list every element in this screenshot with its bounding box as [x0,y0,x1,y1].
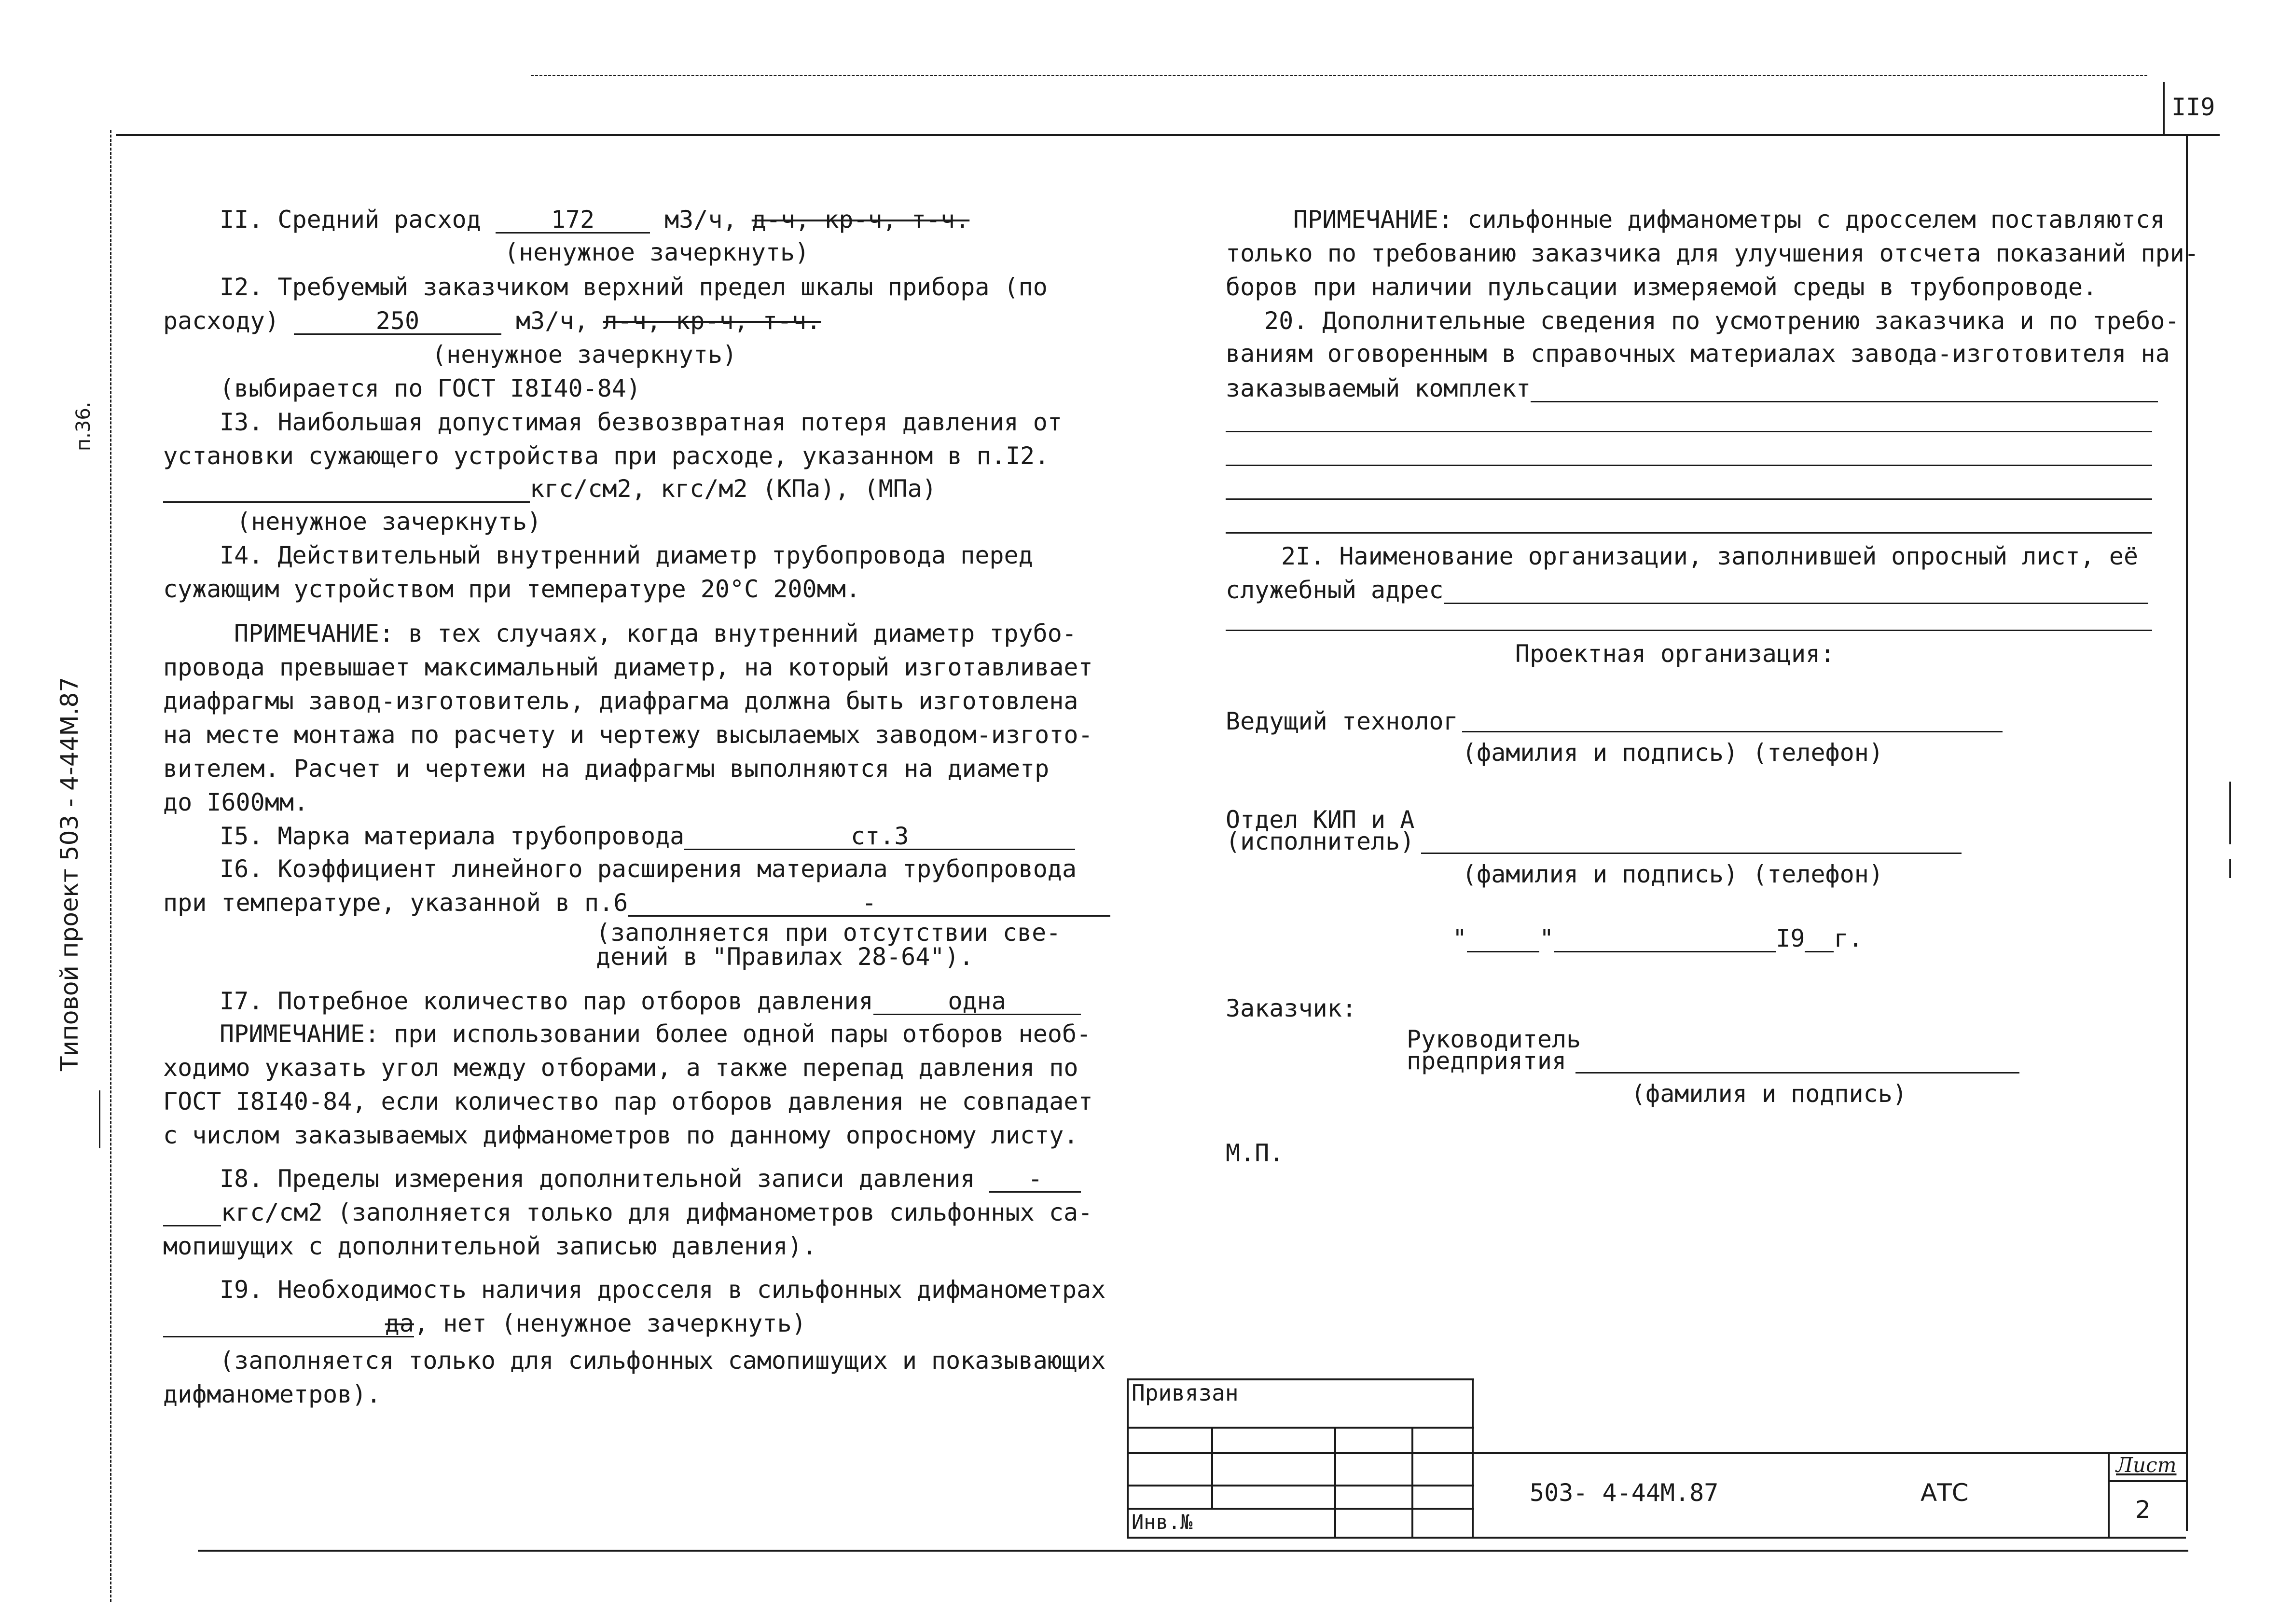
note14-line3: диафрагмы завод-изготовитель, диафрагма должна быть изготовлена [163,687,1078,715]
stamp-main-top [1474,1452,2186,1454]
p13-note: (ненужное зачеркнуть) [236,508,542,536]
p17-line [220,987,1081,1016]
stamp-col0 [1127,1378,1129,1538]
note14-line1: ПРИМЕЧАНИЕ: в тех случаях, когда внутренний диаметр трубо- [234,619,1077,647]
p21-blank-line [1226,630,2152,631]
date-day [1467,926,1539,952]
head-label: Руководитель [1407,1025,1581,1053]
p15-value: ст.3 [684,824,1075,850]
p15-label: I5. Марка материала трубопровода [220,822,685,850]
p20-blank-line-2 [1226,465,2152,466]
stamp-sheet-mid [2108,1480,2186,1482]
p20-blank-line-4 [1226,532,2152,534]
p12-value: 250 [294,308,501,335]
p19-rest: , нет (ненужное зачеркнуть) [414,1309,806,1337]
p19-blank [163,1311,414,1337]
stamp-col3 [1411,1427,1413,1538]
lead-tech-sign-line [1462,731,2003,732]
p20-blank-line-3 [1226,498,2152,500]
p11-value: 172 [496,207,650,234]
p17-value: одна [873,989,1081,1015]
p14-line2: сужающим устройством при температуре 20°С 200мм. [163,575,860,603]
stamp-doc-code: 503- 4-44М.87 [1530,1479,1719,1507]
frame-top [116,134,2220,136]
stamp-sheet-number: 2 [2135,1496,2151,1524]
top-dashed-line [531,75,2147,76]
note14-line2: провода превышает максимальный диаметр, на который изготавливает [163,653,1093,681]
kip-sign-line [1421,853,1962,854]
p19-struck: да [385,1309,414,1337]
p19-line4: дифманометров). [163,1380,381,1408]
p12-line1: I2. Требуемый заказчиком верхний предел шкалы прибора (по [220,273,1048,301]
head-sign-line [1575,1072,2019,1073]
lead-tech-hint: (фамилия и подпись) (телефон) [1462,739,1883,767]
p16-value: - [628,890,1110,917]
kip-dept-label: Отдел КИП и А [1226,806,1415,834]
p11-label: II. Средний расход [220,206,481,234]
note17-line2: ходимо указать угол между отборами, а также перепад давления по [163,1054,1078,1082]
note14-line6: до I600мм. [163,788,309,816]
stamp-bottom [1127,1537,2186,1539]
p18-blank [163,1200,221,1226]
p20-fill-line [1531,376,2158,402]
p18-label: I8. Пределы измерения дополнительной записи давления [220,1165,975,1193]
date-year: I9 [1776,924,1805,952]
p21-line1: 2I. Наименование организации, заполнившей опросный лист, её [1281,542,2139,570]
head-hint: (фамилия и подпись) [1631,1080,1907,1108]
side-project-label: Типовой проект 503 - 4-44М.87 [55,676,83,1071]
p11-note: (ненужное зачеркнуть) [504,238,810,266]
p14-line1: I4. Действительный внутренний диаметр трубопровода перед [220,541,1033,569]
frame-bottom [198,1550,2188,1552]
frame-left [110,130,111,1602]
p16-line1: I6. Коэффициент линейного расширения материала трубопровода [220,855,1077,883]
note17-line3: ГОСТ I8I40-84, если количество пар отборов давления не совпадает [163,1087,1093,1115]
p12-note2: (выбирается по ГОСТ I8I40-84) [220,374,641,402]
p18-line1 [220,1164,1081,1193]
stamp-bound: Привязан [1132,1380,1239,1406]
frame-right [2186,134,2188,1531]
p20-line1: 20. Дополнительные сведения по усмотрению заказчика и по требо- [1264,307,2180,335]
p18-value: - [989,1166,1081,1193]
kip-dept-sub: (исполнитель) [1226,827,1415,855]
p19-line3: (заполняется только для сильфонных самопишущих и показывающих [220,1347,1106,1375]
p18-line2 [163,1198,1092,1227]
seal-label: М.П. [1226,1139,1284,1167]
p20-line3 [1226,374,2158,403]
date-year-blank [1805,926,1834,952]
stamp-row4 [1127,1508,1474,1510]
p11-units-struck: д-ч, кр-ч, т-ч. [751,206,970,234]
note17-line4: с числом заказываемых дифманометров по данному опросному листу. [163,1121,1078,1149]
p21-line2-label: служебный адрес [1226,576,1444,604]
stamp-row1 [1127,1427,1474,1429]
stamp-sheet-label: Лист [2116,1453,2177,1477]
stamp-col1 [1211,1427,1213,1508]
p12-line2 [163,306,821,335]
org-title: Проектная организация: [1515,640,1835,668]
side-tick [99,1090,100,1148]
p16-note1: (заполняется при отсутствии све- [596,919,1061,947]
stamp-col-sheet [2108,1452,2110,1538]
p15-line [220,822,1075,851]
p20-last-label: заказываемый комплект [1226,374,1531,402]
p21-fill-line [1444,578,2148,604]
p20-line2: ваниям оговоренным в справочных материалах завода-изготовителя на [1226,340,2170,368]
edge-mark-1 [2229,782,2231,844]
p16-prefix: при температуре, указанной в п.6 [163,889,628,917]
stamp-inv: Инв.№ [1132,1510,1193,1534]
lead-tech-label: Ведущий технолог [1226,707,1458,735]
date-month [1554,926,1776,952]
p21-line2 [1226,576,2148,605]
p12-prefix: расходу) [163,307,279,335]
note17-line1: ПРИМЕЧАНИЕ: при использовании более одной пары отборов необ- [220,1020,1092,1048]
p12-units-kept: м3/ч, [516,307,589,335]
p16-line2 [163,888,1110,917]
sheet-number-box-left [2163,82,2165,135]
side-mark: п.36. [72,401,95,451]
p11-line [220,205,969,234]
p19-line2 [163,1309,806,1338]
date-line [1452,924,1863,953]
p13-line2: установки сужающего устройства при расходе, указанном в п.I2. [163,442,1050,470]
note14-line5: вителем. Расчет и чертежи на диафрагмы выполняются на диаметр [163,755,1050,783]
stamp-row2 [1127,1452,1474,1454]
p11-units-kept: м3/ч, [664,206,737,234]
p19-line1: I9. Необходимость наличия дросселя в сильфонных дифманометрах [220,1276,1106,1304]
stamp-col2 [1334,1427,1336,1538]
p12-note: (ненужное зачеркнуть) [432,341,737,369]
edge-mark-2 [2229,859,2231,878]
date-quote-close: " [1539,924,1554,952]
stamp-col4 [1472,1378,1474,1538]
stamp-section: АТС [1921,1479,1969,1507]
date-suffix: г. [1834,924,1863,952]
p12-units-struck: л-ч, кр-ч, т-ч. [603,307,821,335]
note19-line2: только по требованию заказчика для улучшения отсчета показаний при- [1226,239,2199,267]
kip-hint: (фамилия и подпись) (телефон) [1462,860,1883,888]
note19-line3: боров при наличии пульсации измеряемой среды в трубопроводе. [1226,273,2098,301]
date-quote-open: " [1452,924,1467,952]
p13-units: кгс/см2, кгс/м2 (КПа), (МПа) [530,475,937,503]
note14-line4: на месте монтажа по расчету и чертежу высылаемых заводом-изгото- [163,721,1093,749]
p20-blank-line-1 [1226,431,2152,432]
p18-line3: мопишущих с дополнительной записью давления). [163,1232,817,1260]
note19-line1: ПРИМЕЧАНИЕ: сильфонные дифманометры с дросселем поставляются [1293,206,2165,234]
p13-value-blank [163,476,530,503]
p13-line1: I3. Наибольшая допустимая безвозвратная потеря давления от [220,408,1062,436]
p17-label: I7. Потребное количество пар отборов давления [220,987,873,1015]
stamp-row3 [1127,1485,1474,1486]
head-sub: предприятия [1407,1047,1567,1075]
sheet-number: II9 [2171,93,2215,121]
p16-note2: дений в "Правилах 28-64"). [596,943,974,971]
p13-line3 [163,474,937,503]
p18-line2-text: кгс/см2 (заполняется только для дифманометров сильфонных са- [221,1198,1093,1226]
customer-label: Заказчик: [1226,994,1356,1022]
